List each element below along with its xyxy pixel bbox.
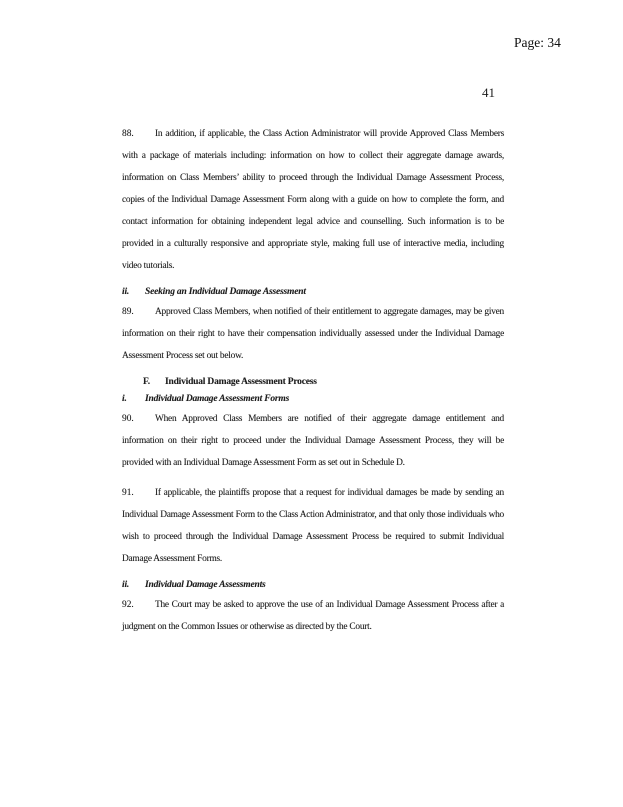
block-number: ii.: [122, 580, 130, 590]
block-number: F.: [143, 377, 150, 387]
block-number: i.: [122, 394, 127, 404]
block-text: Seeking an Individual Damage Assessment: [145, 287, 306, 297]
block-text: In addition, if applicable, the Class Action Administrator will provide Approved Class Members with a package of materials including: information on how to collect their aggregate damage awards, information on Class Members’ ability to proceed through the Individual Damage Assessment Process, copies of the Individual Damage Assessment Form along with a guide on how to complete the form, and contact information for obtaining independent legal advice and counselling. Such information is to be provided in a culturally responsive and appropriate style, making full use of interactive media, including video tutorials.: [122, 129, 504, 271]
block-text: Approved Class Members, when notified of their entitlement to aggregate damages, may be given information on their right to have their compensation individually assessed under the Individual Damage Assessment Process set out below.: [122, 307, 504, 361]
block-text: Individual Damage Assessments: [145, 580, 266, 590]
subheading-ii-1: [122, 284, 504, 301]
paragraph-89-2: [122, 301, 504, 367]
document-body: [122, 123, 504, 638]
block-text: Individual Damage Assessment Process: [165, 377, 317, 387]
block-text: Individual Damage Assessment Forms: [145, 394, 290, 404]
document-page-number: 41: [482, 85, 495, 100]
section-heading-f-3: [143, 374, 504, 391]
block-number: 89.: [122, 307, 134, 317]
subheading-i-4: [122, 391, 504, 408]
paragraph-88-0: [122, 123, 504, 277]
block-number: ii.: [122, 287, 130, 297]
block-text: If applicable, the plaintiffs propose that a request for individual damages be made by sending an Individual Damage Assessment Form to the Class Action Administrator, and that only those individuals who wish to proceed through the Individual Damage Assessment Process be required to submit Individual Damage Assessment Forms.: [122, 488, 504, 564]
block-number: 88.: [122, 129, 134, 139]
paragraph-92-8: [122, 594, 504, 638]
viewer-page-label: Page: 34: [514, 35, 561, 50]
block-text: The Court may be asked to approve the use of an Individual Damage Assessment Process after a judgment on the Common Issues or otherwise as directed by the Court.: [122, 600, 504, 632]
block-number: 91.: [122, 488, 134, 498]
subheading-ii-7: [122, 577, 504, 594]
block-number: 90.: [122, 414, 134, 424]
block-text: When Approved Class Members are notified of their aggregate damage entitlement and information on their right to proceed under the Individual Damage Assessment Process, they will be provided with an Individual Damage Assessment Form as set out in Schedule D.: [122, 414, 504, 468]
paragraph-90-5: [122, 408, 504, 474]
paragraph-91-6: [122, 482, 504, 570]
block-number: 92.: [122, 600, 134, 610]
